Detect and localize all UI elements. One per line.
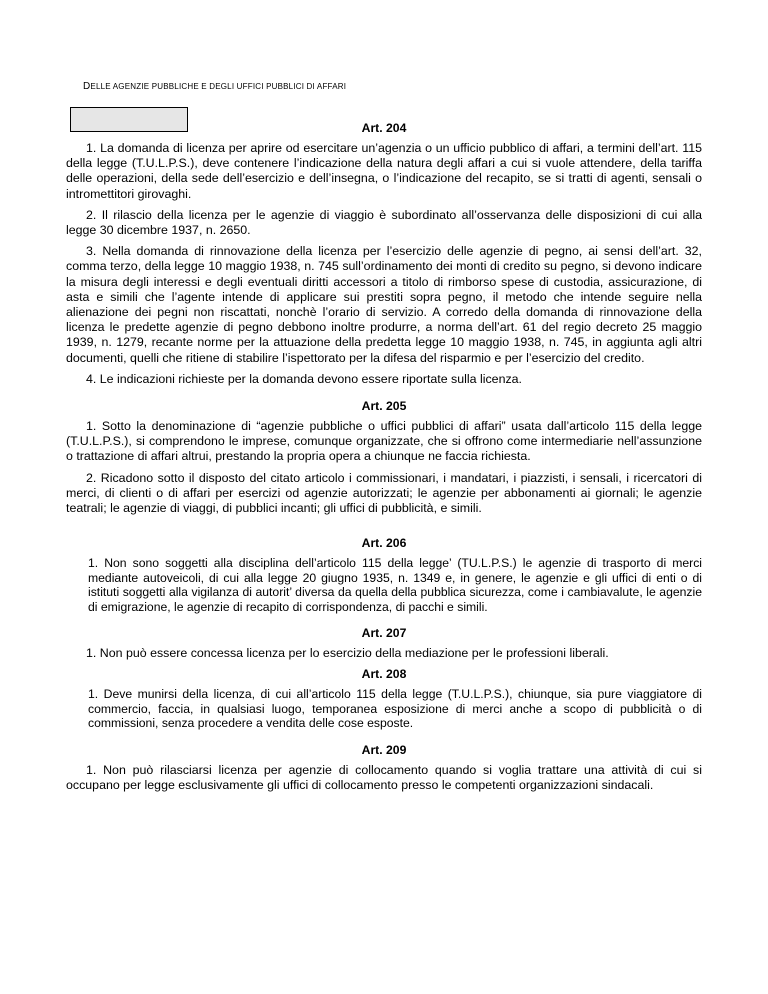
article-title: Art. 209 (361, 742, 407, 757)
section-title (83, 81, 346, 92)
section-title-rest: ELLE AGENZIE PUBBLICHE E DEGLI UFFICI PUBBLICI DI AFFARI (90, 82, 347, 91)
article-208 (66, 667, 702, 731)
article-title: Art. 208 (361, 667, 407, 682)
section-title-initial: D (83, 81, 91, 92)
article-paragraph: 2. Ricadono sotto il disposto del citato articolo i commissionari, i mandatari, i piazzisti, i sensali, i ricercatori di merci, di clienti o di affari per esercizi od agenzie autorizzati; le agenzie per abbonamenti ai giornali; le agenzie teatrali; le agenzie di viaggi, di pubblici incanti; gli uffici di pubblicità, e simili. (66, 470, 702, 516)
article-title: Art. 206 (361, 536, 407, 551)
article-paragraph: 2. Il rilascio della licenza per le agenzie di viaggio è subordinato all’osservanza delle disposizioni di cui alla legge 30 dicembre 1937, n. 2650. (66, 207, 702, 238)
document-body (66, 121, 702, 799)
article-title: Art. 205 (361, 399, 407, 414)
article-paragraph: 3. Nella domanda di rinnovazione della licenza per l’esercizio delle agenzie di pegno, ai sensi dell’art. 32, comma terzo, della legge 10 maggio 1938, n. 745 sull’ordinamento dei monti di credito su pegno, si devono indicare la misura degli interessi e degli eventuali diritti accessori a titolo di rimborso spese di custodia, assicurazione, di asta e simili che l’agente intende di applicare sui prestiti sopra pegno, il metodo che intende seguire nella alienazione dei pegni non riscattati, nonchè l’orario di servizio. A corredo della domanda di rinnovazione della licenza le predette agenzie di pegno debbono inoltre produrre, a norma dell’art. 61 del regio decreto 25 maggio 1939, n. 1279, recante norme per la attuazione della predetta legge 10 maggio 1938, n. 745, in aggiunta agli altri documenti, quelli che ritiene di stabilire l’ispettorato per la difesa del risparmio e per l’esercizio del credito. (66, 244, 702, 365)
article-paragraph: 4. Le indicazioni richieste per la domanda devono essere riportate sulla licenza. (86, 371, 522, 386)
article-paragraph: 1. Non può rilasciarsi licenza per agenzie di collocamento quando si voglia trattare una attività di cui si occupano per legge esclusivamente gli uffici di collocamento presso le competenti organizzazioni sindacali. (66, 762, 702, 793)
article-paragraph: 1. Deve munirsi della licenza, di cui all’articolo 115 della legge (T.U.L.P.S.), chiunque, sia pure viaggiatore di commercio, faccia, in qualsiasi luogo, temporanea esposizione di merci anche a scopo di pubblicità o di commissioni, senza procedere a vendita delle cose esposte. (88, 687, 702, 731)
article-206 (66, 536, 702, 614)
article-209 (66, 743, 702, 793)
article-207 (66, 626, 702, 661)
article-204 (66, 121, 702, 387)
article-title: Art. 204 (361, 121, 407, 135)
article-paragraph: 1. La domanda di licenza per aprire od esercitare un’agenzia o un ufficio pubblico di affari, a termini dell’art. 115 della legge (T.U.L.P.S.), deve contenere l’indicazione della natura degli affari a cui si vuole attendere, della tariffa delle operazioni, della sede dell’esercizio e dell’insegna, o l’indicazione del recapito, se si tratti di agenti, sensali o intromettitori girovaghi. (66, 141, 702, 201)
article-205 (66, 399, 702, 516)
article-paragraph: 1. Sotto la denominazione di “agenzie pubbliche o uffici pubblici di affari” usata dall’articolo 115 della legge (T.U.L.P.S.), si comprendono le imprese, comunque organizzate, che si offrono come intermediarie nell’assunzione o trattazione di affari altrui, prestando la propria opera a chiunque ne faccia richiesta. (66, 419, 702, 464)
article-title: Art. 207 (361, 626, 407, 641)
article-paragraph: 1. Non può essere concessa licenza per lo esercizio della mediazione per le professioni liberali. (86, 646, 609, 661)
article-paragraph: 1. Non sono soggetti alla disciplina dell’articolo 115 della legge’ (TU.L.P.S.) le agenzie di trasporto di merci mediante autoveicoli, di cui alla legge 20 giugno 1935, n. 1349 e, in genere, le agenzie e gli uffici di enti o di istituti soggetti alla vigilanza di autorit’ diversa da quella della pubblica sicurezza, come i cambiavalute, le agenzie di emigrazione, le agenzie di recapito di corrispondenza, di pacchi e simili. (88, 556, 702, 614)
